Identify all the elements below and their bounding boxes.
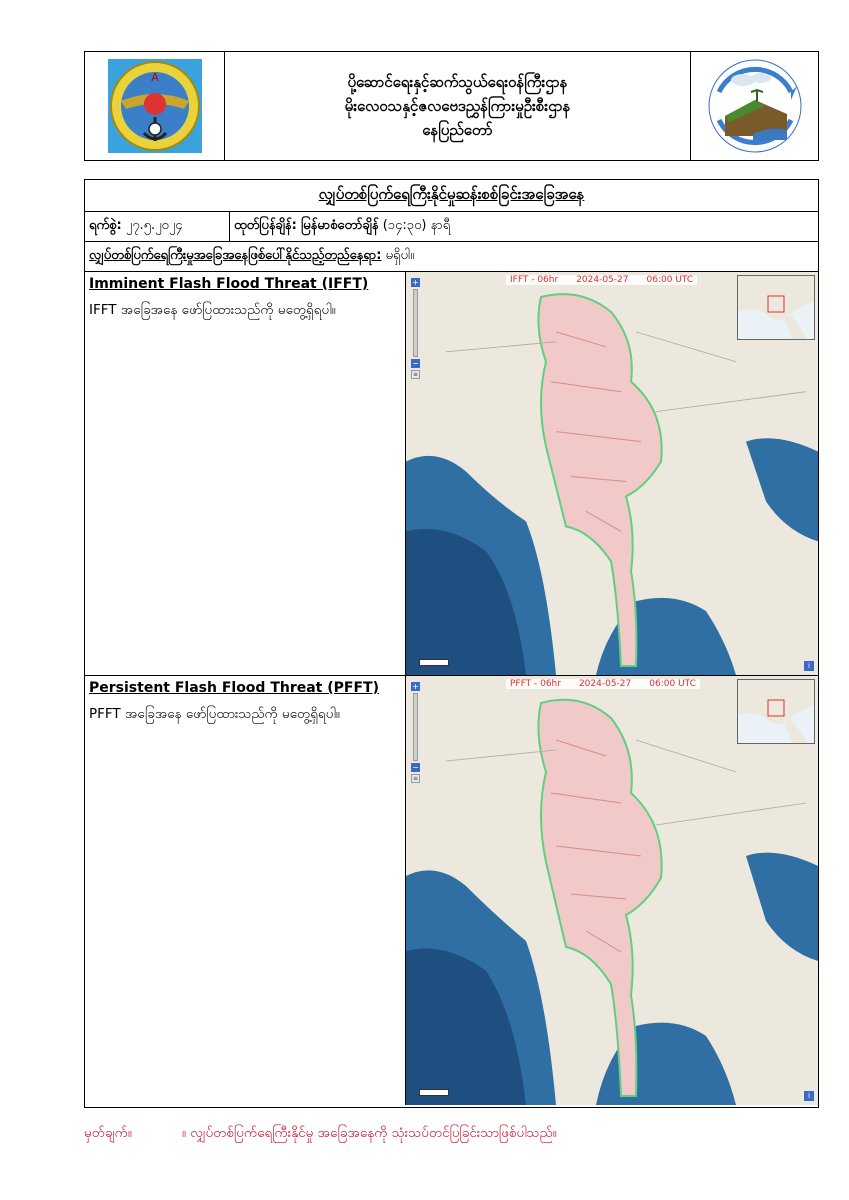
locations-value: မရှိပါ။: [385, 248, 415, 263]
note-label: မှတ်ချက်။: [84, 1125, 132, 1141]
zoom-out-icon[interactable]: −: [412, 359, 419, 368]
pfft-title: Persistent Flash Flood Threat (PFFT): [89, 680, 379, 696]
issue-time-cell: [230, 212, 818, 241]
bulletin-title: လျှပ်တစ်ပြက်ရေကြီးနိုင်မှုဆန်းစစ်ခြင်းအခြေအနေ: [85, 180, 818, 212]
meta-row: [85, 212, 818, 242]
pfft-map-time: 06:00 UTC: [649, 679, 696, 689]
pfft-section: [85, 676, 818, 1105]
ifft-scale-bar: [419, 659, 449, 666]
ministry-emblem-icon: [85, 52, 225, 160]
pfft-text-cell: [85, 676, 406, 1105]
info-icon[interactable]: i: [804, 661, 814, 671]
ifft-text-cell: [85, 272, 406, 675]
hydrological-cycle-icon: [690, 52, 818, 160]
issue-time-value: (၁၄:၃၀) နာရီ: [382, 218, 451, 233]
issue-time-zone: မြန်မာစံတော်ချိန်: [301, 218, 379, 233]
ifft-map-time: 06:00 UTC: [646, 275, 694, 285]
issue-time-label: ထုတ်ပြန်ချိန်:: [234, 218, 297, 233]
date-value: ၂၇.၅.၂၀၂၄: [125, 218, 183, 233]
layer-switch-icon[interactable]: ≡: [412, 371, 419, 378]
ifft-section: [85, 272, 818, 676]
ifft-body: IFFT အခြေအနေ ဖော်ပြထားသည်ကို မတွေ့ရှိရပါ။: [89, 302, 336, 318]
ifft-map-date: 2024-05-27: [576, 275, 629, 285]
zoom-slider[interactable]: [413, 693, 418, 761]
pfft-zoom-control: [411, 682, 420, 783]
city-name: နေပြည်တော်: [422, 121, 493, 139]
info-icon[interactable]: i: [804, 1091, 814, 1101]
document-header: [84, 51, 819, 161]
header-title-block: [225, 52, 690, 160]
pfft-overview-map[interactable]: [737, 679, 815, 744]
ifft-map[interactable]: [406, 272, 818, 675]
date-cell: [85, 212, 230, 241]
pfft-map-label: PFFT - 06hr: [510, 679, 561, 689]
pfft-scale-bar: [419, 1089, 449, 1096]
ifft-map-header: [506, 275, 697, 285]
locations-label: လျှပ်တစ်ပြက်ရေကြီးမှုအခြေအနေဖြစ်ပေါ်နိုင်သည့်တည်နေရာ:: [89, 248, 382, 263]
ifft-title: Imminent Flash Flood Threat (IFFT): [89, 276, 369, 292]
layer-switch-icon[interactable]: ≡: [412, 775, 419, 782]
department-name: မိုးလေဝသနှင့်ဇလဗေဒညွှန်ကြားမှုဦးစီးဌာန: [344, 97, 571, 115]
zoom-in-icon[interactable]: +: [412, 278, 419, 287]
ifft-overview-map[interactable]: [737, 275, 815, 340]
bulletin-table: [84, 179, 819, 1108]
zoom-slider[interactable]: [413, 289, 418, 357]
locations-row: [85, 242, 818, 272]
ifft-zoom-control: [411, 278, 420, 379]
note-text: ။ လျှပ်တစ်ပြက်ရေကြီးနိုင်မှု အခြေအနေကို သုံးသပ်တင်ပြခြင်းသာဖြစ်ပါသည်။: [181, 1125, 557, 1141]
footer-note: [84, 1124, 557, 1144]
zoom-out-icon[interactable]: −: [412, 763, 419, 772]
ministry-name: ပို့ဆောင်ရေးနှင့်ဆက်သွယ်ရေးဝန်ကြီးဌာန: [347, 73, 568, 91]
svg-text:A: A: [150, 71, 159, 84]
pfft-map[interactable]: [406, 676, 818, 1105]
pfft-body: PFFT အခြေအနေ ဖော်ပြထားသည်ကို မတွေ့ရှိရပါ။: [89, 706, 340, 722]
pfft-map-header: [506, 679, 700, 689]
pfft-map-date: 2024-05-27: [578, 679, 632, 689]
ifft-map-label: IFFT - 06hr: [510, 275, 559, 285]
date-label: ရက်စွဲ:: [89, 218, 122, 233]
zoom-in-icon[interactable]: +: [412, 682, 419, 691]
